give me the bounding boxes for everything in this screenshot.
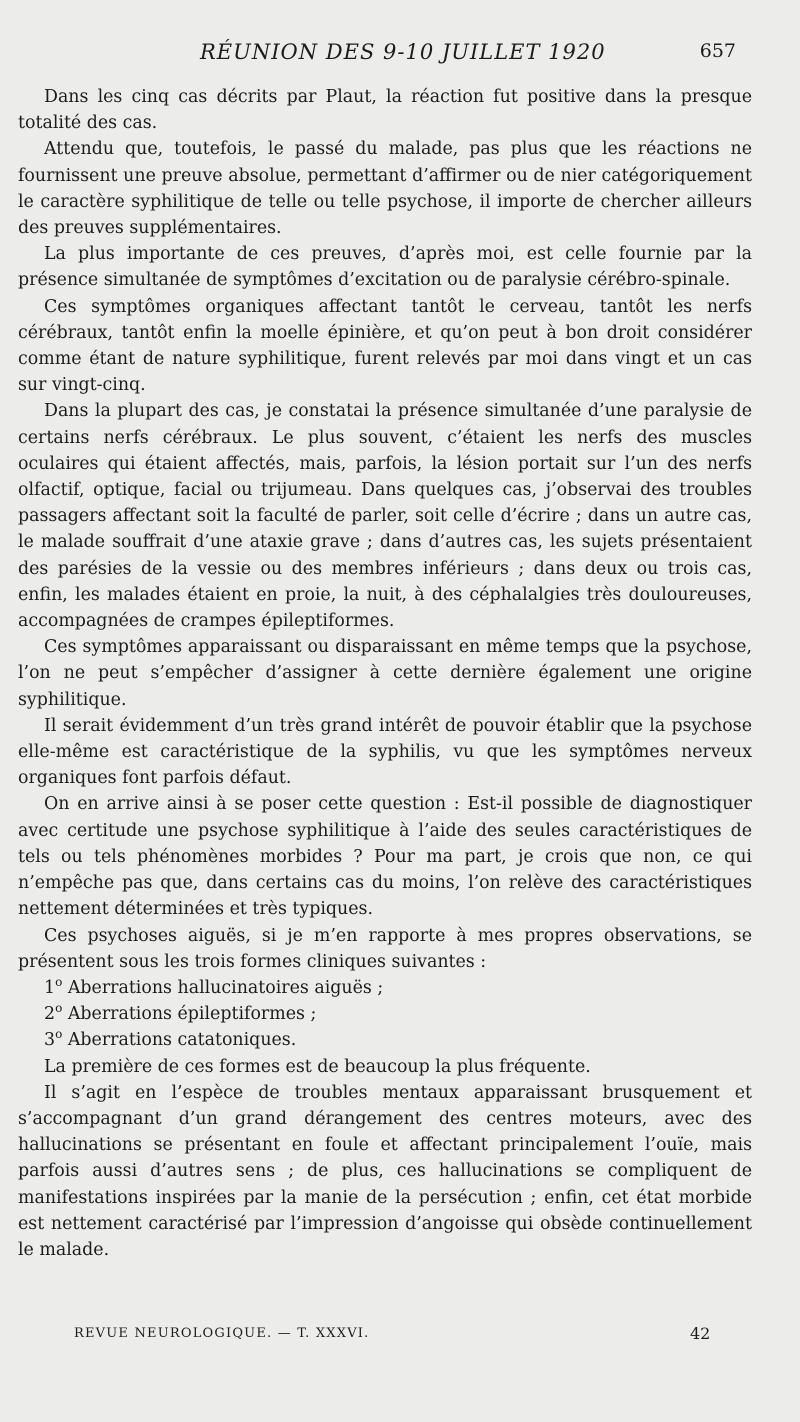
page-footer [0, 1326, 800, 1356]
paragraph: Attendu que, toutefois, le passé du malade, pas plus que les réactions ne fournissent une preuve absolue, permettant d’affirmer ou de nier catégoriquement le caractère syphilitique de telle ou telle psychose, il importe de chercher ailleurs des preuves supplémentaires. [18, 139, 752, 239]
list-ordinal: o [55, 1027, 63, 1042]
sheet-number: 42 [690, 1324, 711, 1343]
paragraph: Il serait évidemment d’un très grand intérêt de pouvoir établir que la psychose elle-même est caractéristique de la syphilis, vu que les symptômes nerveux organiques font parfois défaut. [18, 715, 752, 789]
list-number: 3 [44, 1030, 56, 1051]
paragraph: Dans les cinq cas décrits par Plaut, la réaction fut positive dans la presque totalité des cas. [18, 87, 752, 134]
list-number: 2 [44, 1004, 56, 1025]
list-ordinal: o [55, 975, 63, 990]
list-text: Aberrations hallucinatoires aiguës ; [67, 977, 384, 998]
paragraph: Il s’agit en l’espèce de troubles mentaux apparaissant brusquement et s’accompagnant d’un grand dérangement des centres moteurs, avec des hallucinations se présentant en foule et affectant principalement l’ouïe, mais parfois aussi d’autres sens ; de plus, ces hallucinations se compliquent de manifestations inspirées par la manie de la persécution ; enfin, cet état morbide est nettement caractérisé par l’impression d’angoisse qui obsède continuellement le malade. [18, 1082, 752, 1260]
paragraph: Ces symptômes apparaissant ou disparaissant en même temps que la psychose, l’on ne peut s’empêcher d’assigner à cette dernière également une origine syphilitique. [18, 637, 752, 710]
list-item [18, 1027, 752, 1053]
list-item [18, 1001, 752, 1027]
paragraph: Ces psychoses aiguës, si je m’en rapporte à mes propres observations, se présentent sous les trois formes cliniques suivantes : [18, 925, 752, 972]
paragraph: On en arrive ainsi à se poser cette question : Est-il possible de diagnostiquer avec certitude une psychose syphilitique à l’aide des seules caractéristiques de tels ou tels phénomènes morbides ? Pour ma part, je crois que non, ce qui n’empêche pas que, dans certains cas du moins, l’on relève des caractéristiques nettement déterminées et très typiques. [18, 794, 752, 920]
journal-citation: REVUE NEUROLOGIQUE. — T. XXXVI. [74, 1326, 370, 1341]
list-item [18, 975, 752, 1001]
page-header [0, 34, 800, 70]
page-number: 657 [699, 40, 736, 62]
paragraph: La plus importante de ces preuves, d’après moi, est celle fournie par la présence simultanée de symptômes d’excitation ou de paralysie cérébro-spinale. [18, 244, 752, 291]
paragraph: Ces symptômes organiques affectant tantôt le cerveau, tantôt les nerfs cérébraux, tantôt enfin la moelle épinière, et qu’on peut à bon droit considérer comme étant de nature syphilitique, furent relevés par moi dans vingt et un cas sur vingt-cinq. [18, 296, 752, 396]
body-text [18, 84, 752, 1263]
paragraph: Dans la plupart des cas, je constatai la présence simultanée d’une paralysie de certains nerfs cérébraux. Le plus souvent, c’étaient les nerfs des muscles oculaires qui étaient affectés, mais, parfois, la lésion portait sur l’un des nerfs olfactif, optique, facial ou trijumeau. Dans quelques cas, j’observai des troubles passagers affectant soit la faculté de parler, soit celle d’écrire ; dans un autre cas, le malade souffrait d’une ataxie grave ; dans d’autres cas, les sujets présentaient des parésies de la vessie ou des membres inférieurs ; dans deux ou trois cas, enfin, les malades étaient en proie, la nuit, à des céphalalgies très douloureuses, accompagnées de crampes épileptiformes. [18, 401, 752, 632]
list-text: Aberrations épileptiformes ; [67, 1004, 317, 1025]
list-number: 1 [44, 977, 56, 998]
running-title: RÉUNION DES 9-10 JUILLET 1920 [200, 40, 606, 64]
list-ordinal: o [55, 1001, 63, 1016]
list-text: Aberrations catatoniques. [67, 1030, 297, 1051]
paragraph: La première de ces formes est de beaucoup la plus fréquente. [44, 1056, 591, 1077]
